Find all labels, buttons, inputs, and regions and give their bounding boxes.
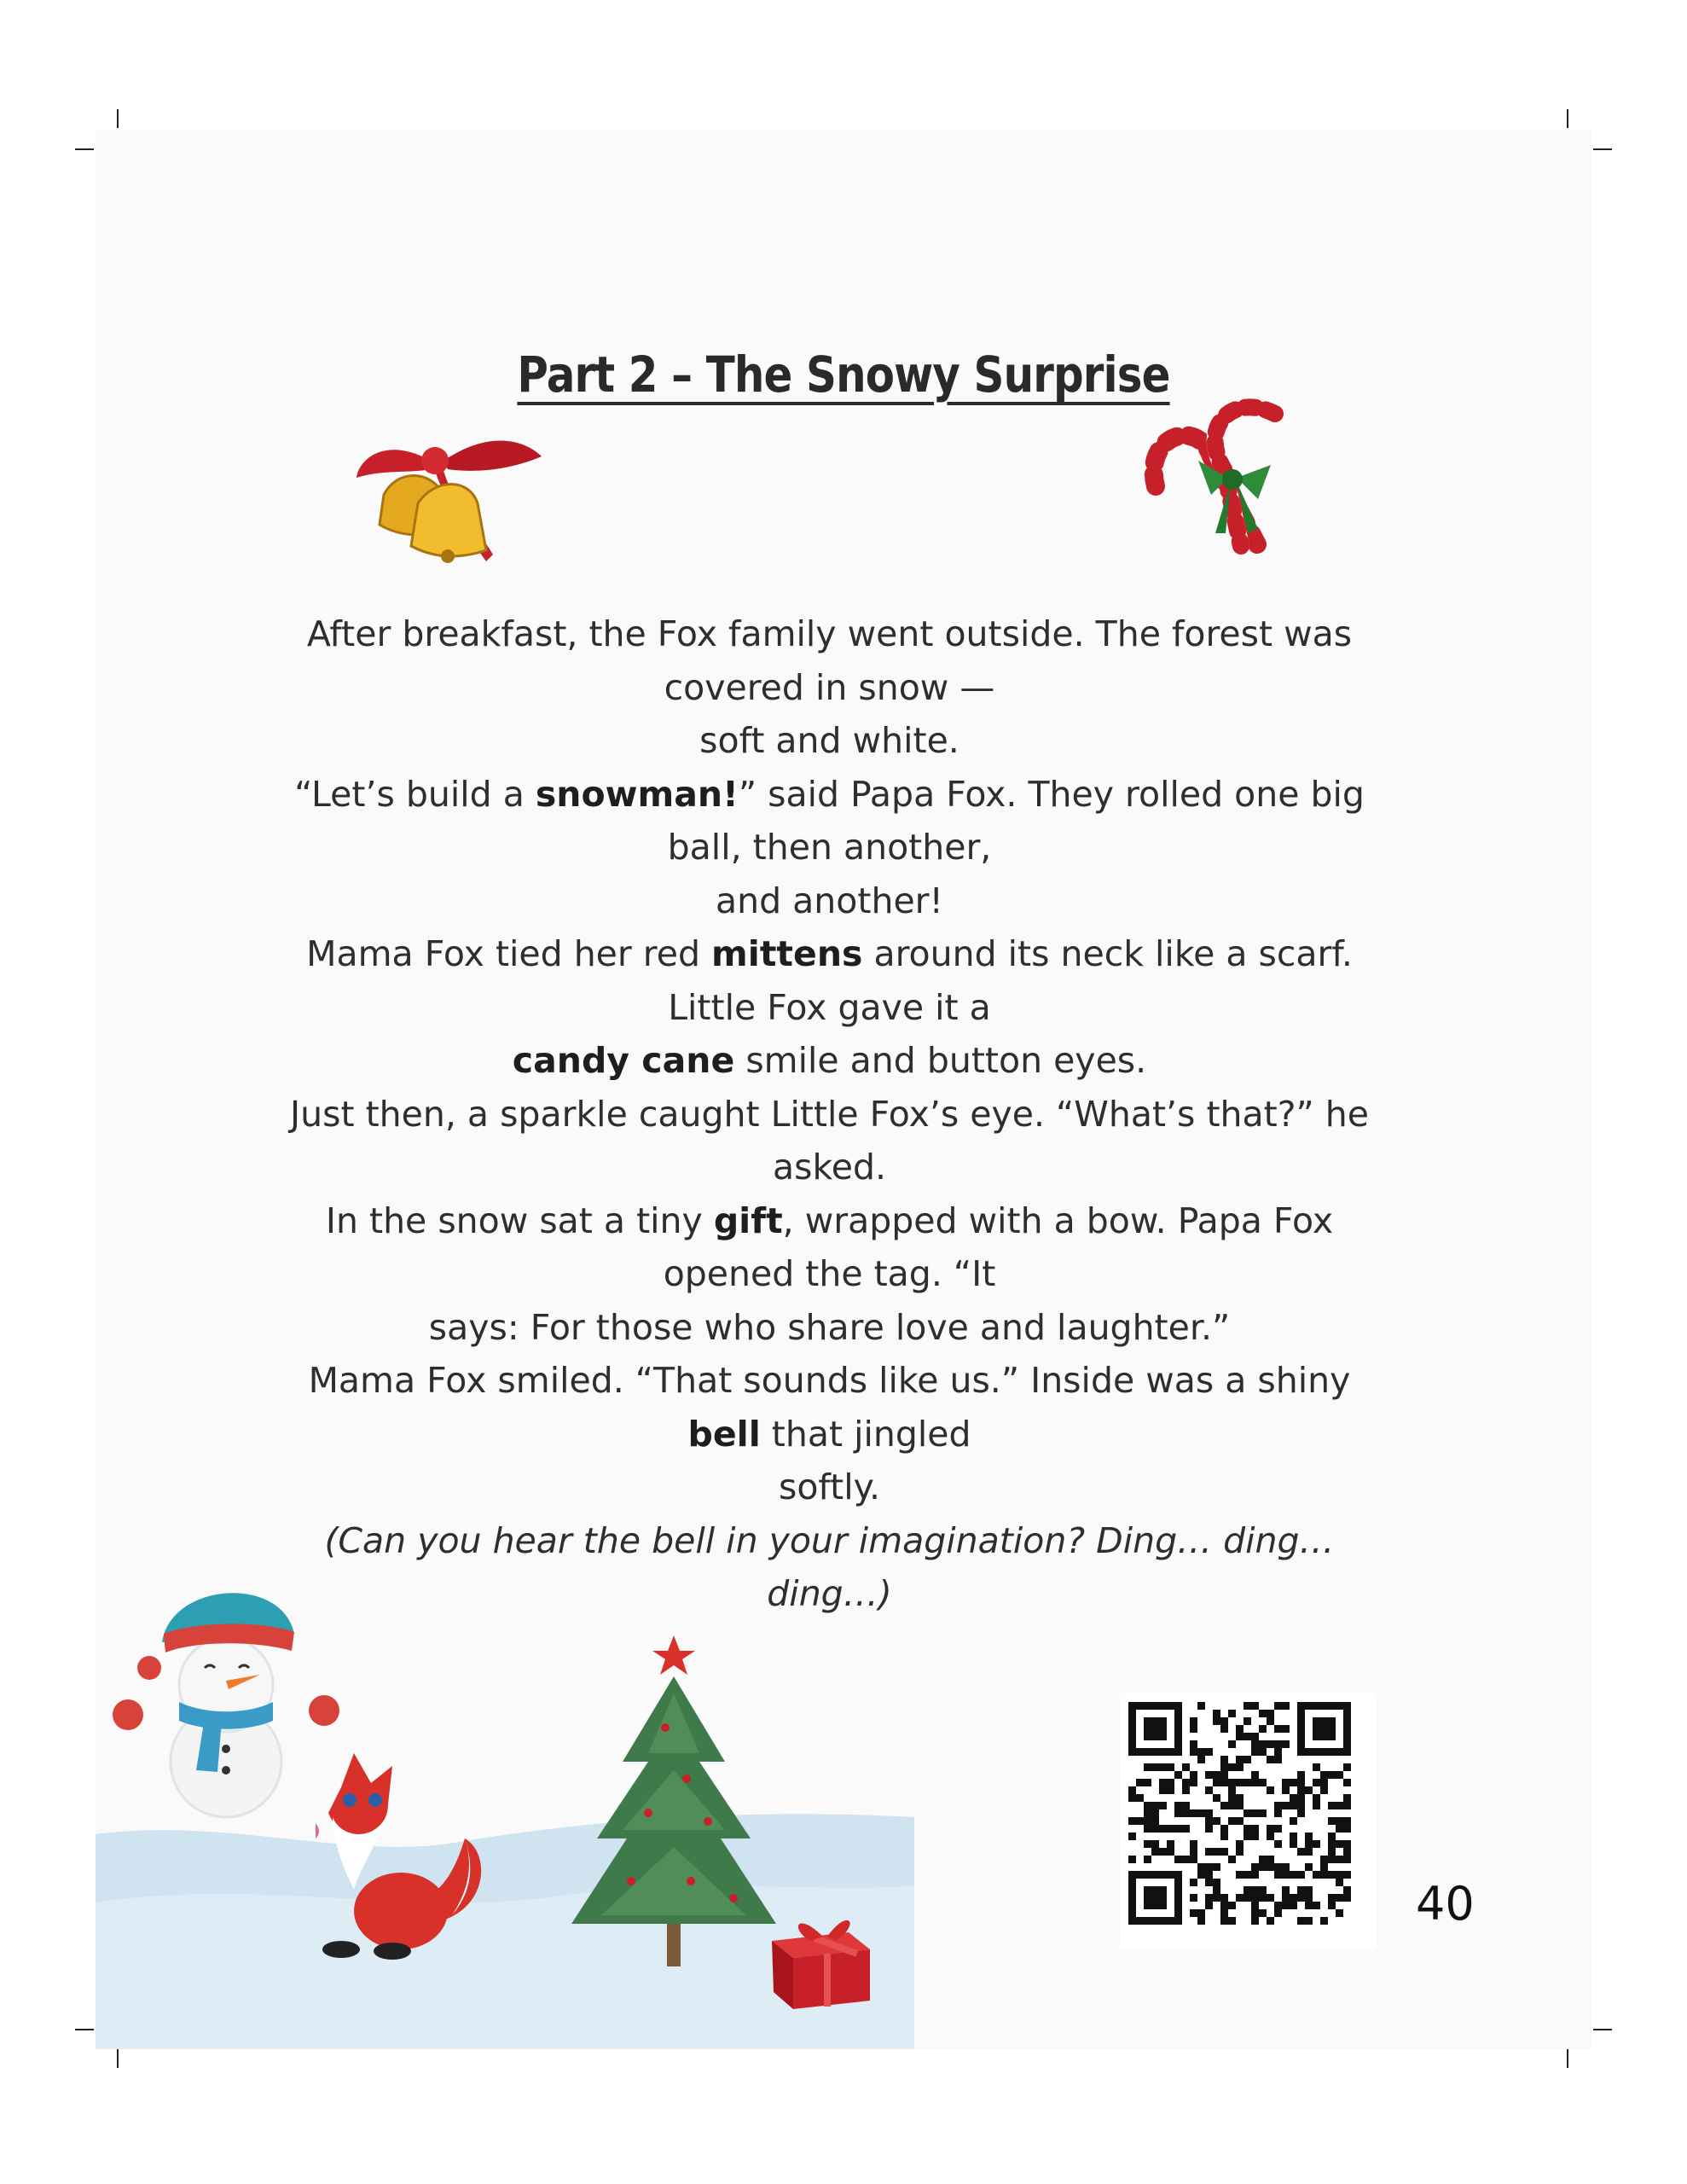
- crop-mark: [1567, 2049, 1568, 2068]
- story-line: [290, 1141, 1369, 1194]
- page-title-text: Part 2 – The Snowy Surprise: [517, 346, 1170, 404]
- crop-mark: [1593, 2029, 1612, 2030]
- story-segment: Little Fox gave it a: [668, 986, 991, 1028]
- story-line: [290, 1301, 1369, 1355]
- crop-mark: [117, 109, 119, 128]
- story-line: [290, 768, 1369, 822]
- fox-icon: [290, 1753, 495, 1966]
- story-segment: Mama Fox tied her red: [306, 933, 712, 974]
- story-segment: (Can you hear the bell in your imagination? Ding… ding…: [324, 1519, 1335, 1561]
- bold-word: bell: [687, 1413, 761, 1455]
- story-line: [290, 981, 1369, 1035]
- story-line: [290, 1567, 1369, 1621]
- story-line: [290, 927, 1369, 981]
- candy-cane-icon: [1130, 384, 1309, 563]
- bold-word: snowman!: [535, 773, 739, 815]
- story-segment: covered in snow —: [664, 666, 995, 708]
- story-segment: Mama Fox smiled. “That sounds like us.” Inside was a shiny: [308, 1360, 1351, 1401]
- story-line: [290, 1194, 1369, 1248]
- crop-mark: [75, 2029, 94, 2030]
- story-segment: ” said Papa Fox. They rolled one big: [738, 773, 1365, 815]
- bold-word: mittens: [711, 933, 863, 974]
- story-segment: ding…): [767, 1573, 892, 1614]
- crop-mark: [1593, 148, 1612, 150]
- story-line: [290, 1408, 1369, 1461]
- bells-icon: [350, 410, 554, 572]
- story-segment: smile and button eyes.: [734, 1040, 1147, 1081]
- story-line: [290, 714, 1369, 768]
- story-segment: ball, then another,: [667, 827, 992, 868]
- crop-mark: [117, 2049, 119, 2068]
- story-line: [290, 1247, 1369, 1301]
- story-line: [290, 821, 1369, 874]
- story-line: [290, 607, 1369, 661]
- crop-mark: [75, 148, 94, 150]
- story-segment: softly.: [778, 1467, 881, 1507]
- story-line: [290, 874, 1369, 928]
- story-segment: and another!: [716, 880, 943, 921]
- bold-word: candy cane: [512, 1040, 735, 1081]
- crop-mark: [1567, 109, 1568, 128]
- story-segment: opened the tag. “It: [663, 1253, 996, 1294]
- story-line: [290, 1461, 1369, 1514]
- story-line: [290, 1088, 1369, 1141]
- story-segment: asked.: [772, 1147, 887, 1188]
- story-segment: Just then, a sparkle caught Little Fox’s eye. “What’s that?” he: [290, 1093, 1369, 1135]
- story-segment: around its neck like a scarf.: [862, 933, 1353, 974]
- page-number: 40: [1416, 1877, 1475, 1931]
- story-line: [290, 661, 1369, 715]
- bold-word: gift: [713, 1199, 783, 1241]
- story-segment: , wrapped with a bow. Papa Fox: [782, 1199, 1334, 1241]
- story-text: [290, 607, 1369, 1621]
- qr-code: [1120, 1693, 1376, 1949]
- story-line: [290, 1354, 1369, 1408]
- story-segment: that jingled: [760, 1413, 971, 1455]
- story-segment: After breakfast, the Fox family went outside. The forest was: [306, 613, 1353, 654]
- story-segment: In the snow sat a tiny: [325, 1199, 714, 1241]
- story-line: [290, 1514, 1369, 1568]
- story-segment: says: For those who share love and laughter.”: [428, 1306, 1231, 1348]
- page-title: [118, 346, 1568, 404]
- gift-box-icon: [763, 1902, 878, 2013]
- story-segment: soft and white.: [699, 720, 959, 761]
- story-line: [290, 1034, 1369, 1088]
- story-segment: “Let’s build a: [294, 773, 536, 815]
